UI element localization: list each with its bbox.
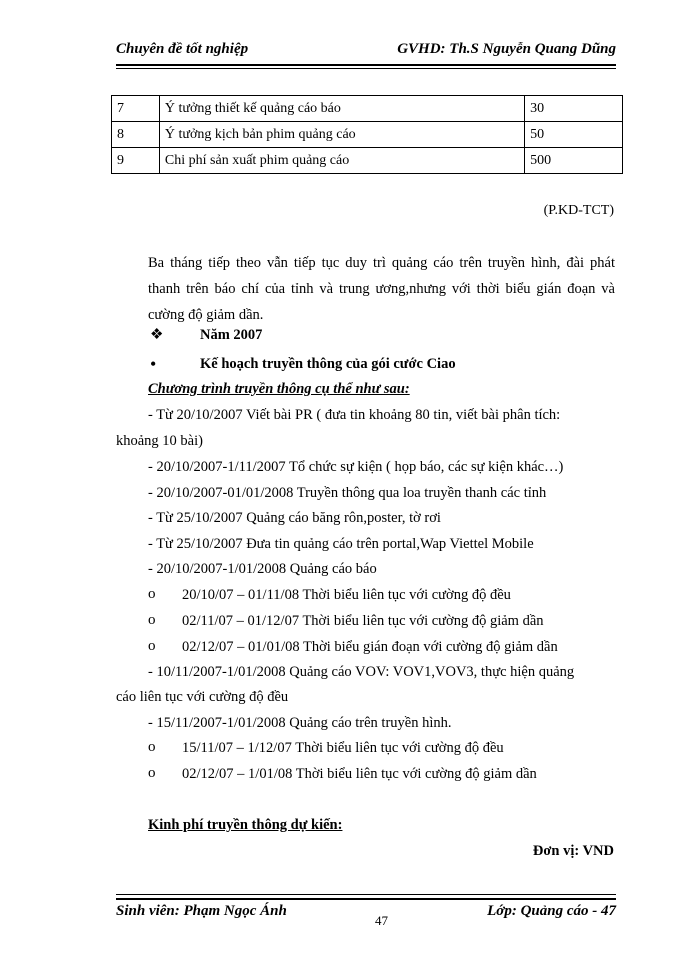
circle-bullet-icon: o	[148, 612, 156, 628]
row-item: Chi phí sản xuất phim quảng cáo	[159, 148, 524, 174]
header-advisor: GVHD: Th.S Nguyễn Quang Dũng	[397, 41, 616, 57]
footer-rule-thin	[116, 894, 616, 895]
sub-list-item: 02/12/07 – 1/01/08 Thời biểu liên tục với cường độ giảm dần	[182, 766, 537, 782]
list-item: - Từ 20/10/2007 Viết bài PR ( đưa tin khoảng 80 tin, viết bài phân tích:	[148, 407, 561, 423]
program-heading: Chương trình truyền thông cụ thể như sau:	[148, 381, 410, 397]
sub-list-item: 15/11/07 – 1/12/07 Thời biểu liên tục với cường độ đều	[182, 740, 504, 756]
list-item: - Từ 25/10/2007 Quảng cáo băng rôn,poster, tờ rơi	[148, 510, 441, 526]
year-heading: Năm 2007	[200, 327, 263, 343]
row-item: Ý tưởng kịch bản phim quảng cáo	[159, 122, 524, 148]
footer-student: Sinh viên: Phạm Ngọc Ánh	[116, 903, 287, 919]
list-item: - 10/11/2007-1/01/2008 Quảng cáo VOV: VOV1,VOV3, thực hiện quảng	[148, 664, 575, 680]
list-item: - 20/10/2007-01/01/2008 Truyền thông qua loa truyền thanh các tỉnh	[148, 485, 547, 501]
row-amount: 50	[525, 122, 623, 148]
list-item: - 20/10/2007-1/11/2007 Tổ chức sự kiện ( họp báo, các sự kiện khác…)	[148, 459, 564, 475]
header-topic: Chuyên đề tốt nghiệp	[116, 41, 249, 57]
row-item: Ý tưởng thiết kế quảng cáo báo	[159, 96, 524, 122]
row-number: 9	[112, 148, 160, 174]
unit-label: Đơn vị: VND	[532, 843, 614, 859]
sub-list-item: 02/12/07 – 01/01/08 Thời biểu gián đoạn với cường độ giảm dần	[182, 639, 558, 655]
header-rule	[116, 64, 616, 66]
diamond-bullet-icon: ❖	[150, 327, 164, 343]
table-row	[112, 96, 623, 122]
row-number: 7	[112, 96, 160, 122]
header-rule-thin	[116, 68, 616, 69]
circle-bullet-icon: o	[148, 765, 156, 781]
table-row	[112, 122, 623, 148]
list-item: cáo liên tục với cường độ đều	[116, 689, 289, 705]
sub-list-item: 20/10/07 – 01/11/08 Thời biểu liên tục với cường độ đều	[182, 587, 511, 603]
dot-bullet-icon: •	[150, 354, 157, 374]
footer-class: Lớp: Quảng cáo - 47	[487, 903, 616, 919]
footer-rule	[116, 898, 616, 900]
budget-heading: Kinh phí truyền thông dự kiến:	[148, 817, 343, 833]
table-row	[112, 148, 623, 174]
cost-table	[111, 95, 623, 174]
row-amount: 30	[525, 96, 623, 122]
plan-heading: Kế hoạch truyền thông của gói cước Ciao	[200, 356, 456, 372]
row-amount: 500	[525, 148, 623, 174]
circle-bullet-icon: o	[148, 638, 156, 654]
intro-paragraph: Ba tháng tiếp theo vẫn tiếp tục duy trì quảng cáo trên truyền hình, đài phát thanh trên báo chí của tỉnh và trung ương,nhưng với thời biểu gián đoạn và cường độ giảm dần.	[148, 255, 615, 323]
circle-bullet-icon: o	[148, 586, 156, 602]
page-number: 47	[375, 913, 388, 928]
sub-list-item: 02/11/07 – 01/12/07 Thời biểu liên tục với cường độ giảm dần	[182, 613, 544, 629]
list-item: - 15/11/2007-1/01/2008 Quảng cáo trên truyền hình.	[148, 715, 452, 731]
row-number: 8	[112, 122, 160, 148]
list-item: - Từ 25/10/2007 Đưa tin quảng cáo trên portal,Wap Viettel Mobile	[148, 536, 534, 552]
list-item: - 20/10/2007-1/01/2008 Quảng cáo báo	[148, 561, 377, 577]
table-source: (P.KD-TCT)	[543, 203, 614, 218]
list-item: khoảng 10 bài)	[116, 433, 203, 449]
circle-bullet-icon: o	[148, 739, 156, 755]
page-header	[116, 41, 616, 63]
